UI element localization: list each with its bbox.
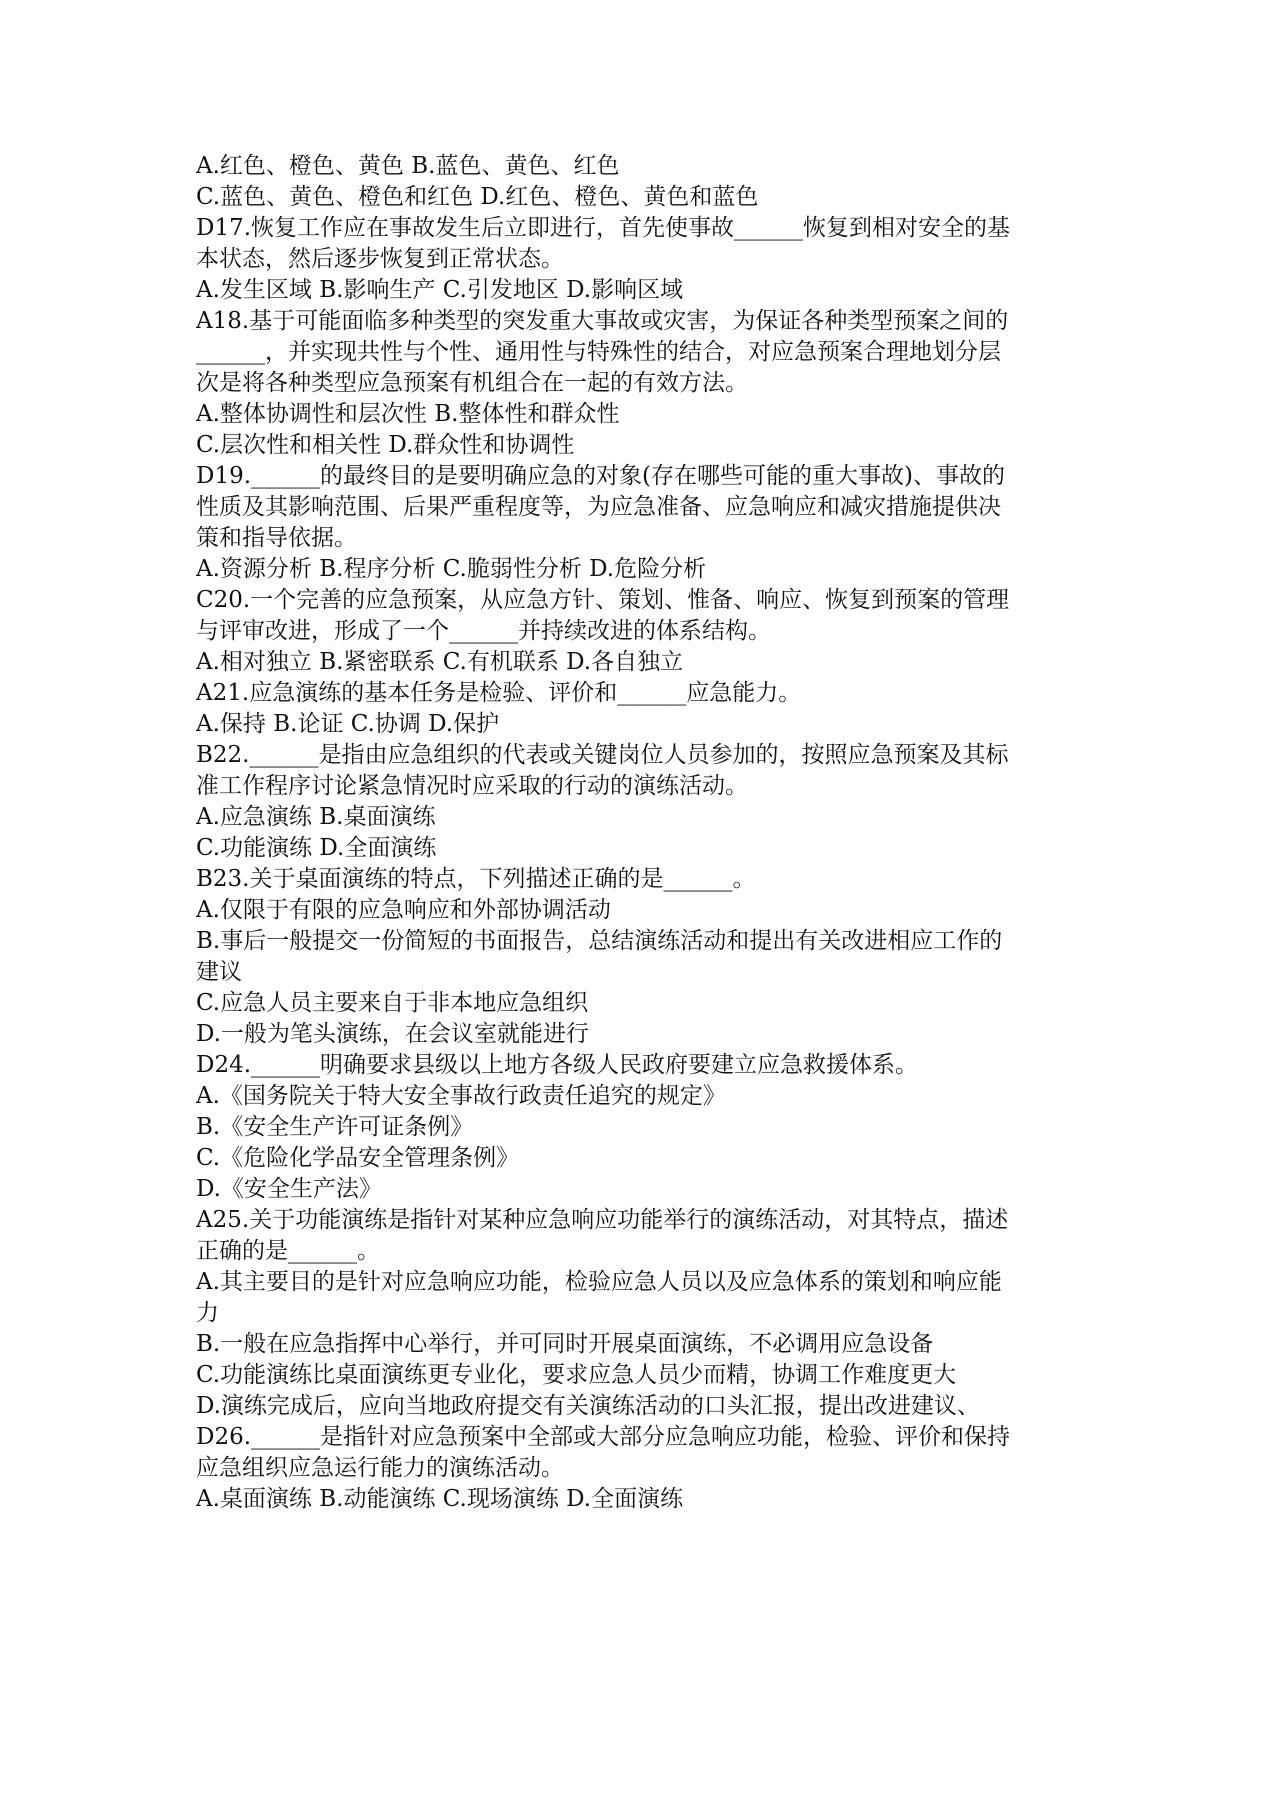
text-line: C.层次性和相关性 D.群众性和协调性 <box>196 432 575 458</box>
text-line: 建议 <box>196 959 242 985</box>
text-line: A.其主要目的是针对应急响应功能，检验应急人员以及应急体系的策划和响应能 <box>196 1269 1002 1295</box>
text-line: B22.______是指由应急组织的代表或关键岗位人员参加的，按照应急预案及其标 <box>196 742 1009 768</box>
text-line: D17.恢复工作应在事故发生后立即进行，首先使事故______恢复到相对安全的基 <box>196 215 1011 241</box>
text-line: D.一般为笔头演练，在会议室就能进行 <box>196 1021 589 1047</box>
text-line: A.仅限于有限的应急响应和外部协调活动 <box>196 897 611 923</box>
text-line: B23.关于桌面演练的特点，下列描述正确的是______。 <box>196 866 756 892</box>
text-line: A.发生区域 B.影响生产 C.引发地区 D.影响区域 <box>196 277 684 303</box>
document-body <box>196 151 1096 1515</box>
text-line: ______，并实现共性与个性、通用性与特殊性的结合，对应急预案合理地划分层 <box>196 339 1001 365</box>
text-line: 应急组织应急运行能力的演练活动。 <box>196 1455 564 1481</box>
text-line: A.相对独立 B.紧密联系 C.有机联系 D.各自独立 <box>196 649 684 675</box>
text-line: C.功能演练比桌面演练更专业化，要求应急人员少而精，协调工作难度更大 <box>196 1362 957 1388</box>
text-line: D19.______的最终目的是要明确应急的对象(存在哪些可能的重大事故)、事故的 <box>196 463 1005 489</box>
text-line: A.《国务院关于特大安全事故行政责任追究的规定》 <box>196 1083 726 1109</box>
text-line: A.整体协调性和层次性 B.整体性和群众性 <box>196 401 620 427</box>
text-line: C20.一个完善的应急预案，从应急方针、策划、惟备、响应、恢复到预案的管理 <box>196 587 1010 613</box>
text-line: 力 <box>196 1300 219 1326</box>
text-line: A.桌面演练 B.动能演练 C.现场演练 D.全面演练 <box>196 1486 684 1512</box>
text-line: A18.基于可能面临多种类型的突发重大事故或灾害，为保证各种类型预案之间的 <box>196 308 1009 334</box>
text-line: C.应急人员主要来自于非本地应急组织 <box>196 990 589 1016</box>
text-line: B.事后一般提交一份简短的书面报告，总结演练活动和提出有关改进相应工作的 <box>196 928 1003 954</box>
text-line: 策和指导依据。 <box>196 525 357 551</box>
text-line: A25.关于功能演练是指针对某种应急响应功能举行的演练活动，对其特点，描述 <box>196 1207 1009 1233</box>
text-line: A.应急演练 B.桌面演练 <box>196 804 436 830</box>
text-line: C.蓝色、黄色、橙色和红色 D.红色、橙色、黄色和蓝色 <box>196 184 759 210</box>
text-line: A.资源分析 B.程序分析 C.脆弱性分析 D.危险分析 <box>196 556 707 582</box>
text-line: 次是将各种类型应急预案有机组合在一起的有效方法。 <box>196 370 748 396</box>
text-line: B.一般在应急指挥中心举行，并可同时开展桌面演练，不必调用应急设备 <box>196 1331 934 1357</box>
text-line: 准工作程序讨论紧急情况时应采取的行动的演练活动。 <box>196 773 748 799</box>
text-line: C.《危险化学品安全管理条例》 <box>196 1145 520 1171</box>
text-line: D24.______明确要求县级以上地方各级人民政府要建立应急救援体系。 <box>196 1052 919 1078</box>
text-line: 本状态，然后逐步恢复到正常状态。 <box>196 246 564 272</box>
text-line: 正确的是______。 <box>196 1238 380 1264</box>
text-line: A.红色、橙色、黄色 B.蓝色、黄色、红色 <box>196 153 620 179</box>
text-line: D.演练完成后，应向当地政府提交有关演练活动的口头汇报，提出改进建议、 <box>196 1393 980 1419</box>
text-line: 性质及其影响范围、后果严重程度等，为应急准备、应急响应和减灾措施提供决 <box>196 494 1001 520</box>
text-line: D26.______是指针对应急预案中全部或大部分应急响应功能，检验、评价和保持 <box>196 1424 1011 1450</box>
text-line: C.功能演练 D.全面演练 <box>196 835 437 861</box>
text-line: D.《安全生产法》 <box>196 1176 382 1202</box>
text-line: A.保持 B.论证 C.协调 D.保护 <box>196 711 500 737</box>
text-line: B.《安全生产许可证条例》 <box>196 1114 474 1140</box>
text-line: 与评审改进，形成了一个______并持续改进的体系结构。 <box>196 618 771 644</box>
text-line: A21.应急演练的基本任务是检验、评价和______应急能力。 <box>196 680 802 706</box>
